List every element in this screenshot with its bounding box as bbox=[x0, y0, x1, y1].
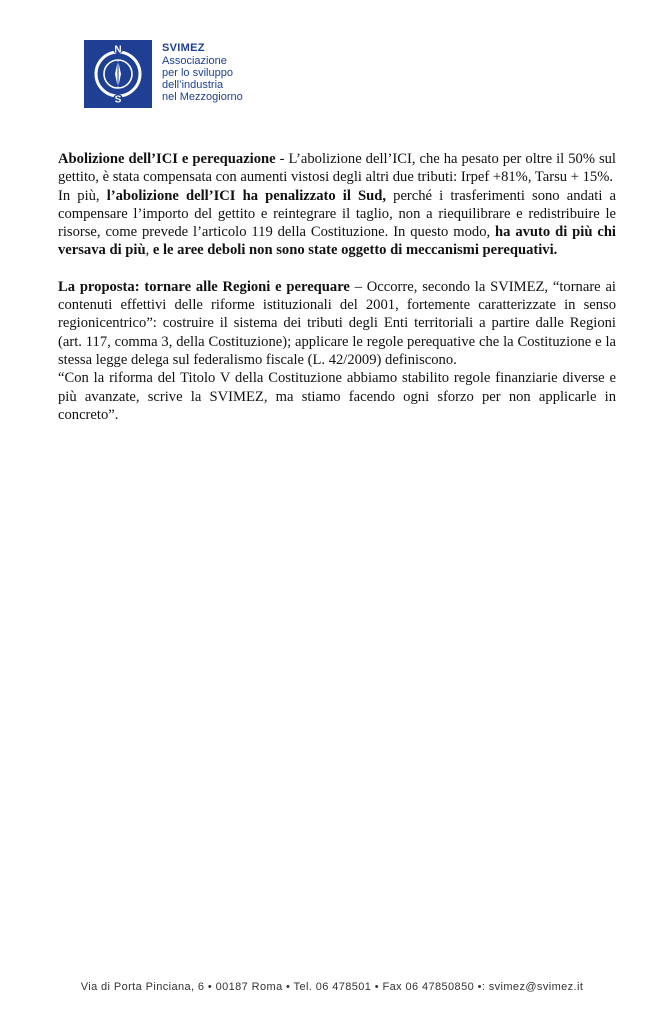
paragraph-south-penalized bbox=[58, 187, 616, 260]
org-name: SVIMEZ bbox=[162, 42, 205, 54]
emphasis-text: l’abolizione dell’ICI ha penalizzato il Sud, bbox=[106, 187, 387, 204]
paragraph-text: In più, bbox=[58, 187, 107, 204]
document-body bbox=[58, 150, 616, 424]
svimez-logo bbox=[84, 40, 152, 108]
paragraph-heading: Abolizione dell’ICI e perequazione bbox=[58, 151, 276, 167]
footer-contact: Via di Porta Pinciana, 6 • 00187 Roma • Tel. 06 478501 • Fax 06 47850850 •: svimez@svimez.it bbox=[80, 981, 584, 993]
org-line: dell’industria bbox=[162, 79, 224, 91]
org-line: Associazione bbox=[162, 55, 227, 67]
paragraph-text: “Con la riforma del Titolo V della Costituzione abbiamo stabilito regole finanziarie diverse e più avanzate, scrive la SVIMEZ, ma stiamo facendo ogni sforzo per non applicarle in concreto”. bbox=[58, 370, 616, 423]
paragraph-text: , bbox=[145, 242, 153, 259]
paragraph-proposal bbox=[58, 278, 616, 369]
paragraph-heading: La proposta: tornare alle Regioni e perequare bbox=[58, 278, 350, 295]
logo-letter-north: N bbox=[114, 44, 122, 56]
logo-letter-south: S bbox=[114, 94, 122, 106]
compass-icon bbox=[84, 40, 152, 108]
paragraph-ici-abolition bbox=[58, 150, 616, 187]
paragraph-quote bbox=[58, 369, 616, 424]
paragraph-text: - L’abolizione dell’ICI, che ha pesato per oltre il 50% sul gettito, è stata compensata con aumenti vistosi degli altri due tributi: Irpef +81%, Tarsu + 15%. bbox=[58, 151, 616, 186]
letterhead bbox=[84, 40, 243, 112]
org-line: nel Mezzogiorno bbox=[162, 91, 243, 103]
org-line: per lo sviluppo bbox=[162, 67, 233, 79]
paragraph-text: perché i trasferimenti sono andati a compensare l’importo del gettito e reintegrare il taglio, non a riequilibrare e redistribuire le risorse, come prevede l’articolo 119 della Costituzione. In questo modo, bbox=[58, 187, 616, 241]
org-block bbox=[162, 42, 243, 103]
emphasis-text: ha avuto di più chi versava di più bbox=[58, 224, 616, 259]
emphasis-text: e le aree deboli non sono state oggetto di meccanismi perequativi. bbox=[152, 242, 558, 259]
paragraph-text: – Occorre, secondo la SVIMEZ, “tornare ai contenuti effettivi delle riforme istituzionali del 2001, fortemente caratterizzate in senso regionicentrico”: costruire il sistema dei tributi degli Enti territoriali a partire dalle Regioni (art. 117, comma 3, della Costituzione); applicare le regole perequative che la Costituzione e la stessa legge delega sul federalismo fiscale (L. 42/2009) definiscono. bbox=[58, 278, 616, 368]
